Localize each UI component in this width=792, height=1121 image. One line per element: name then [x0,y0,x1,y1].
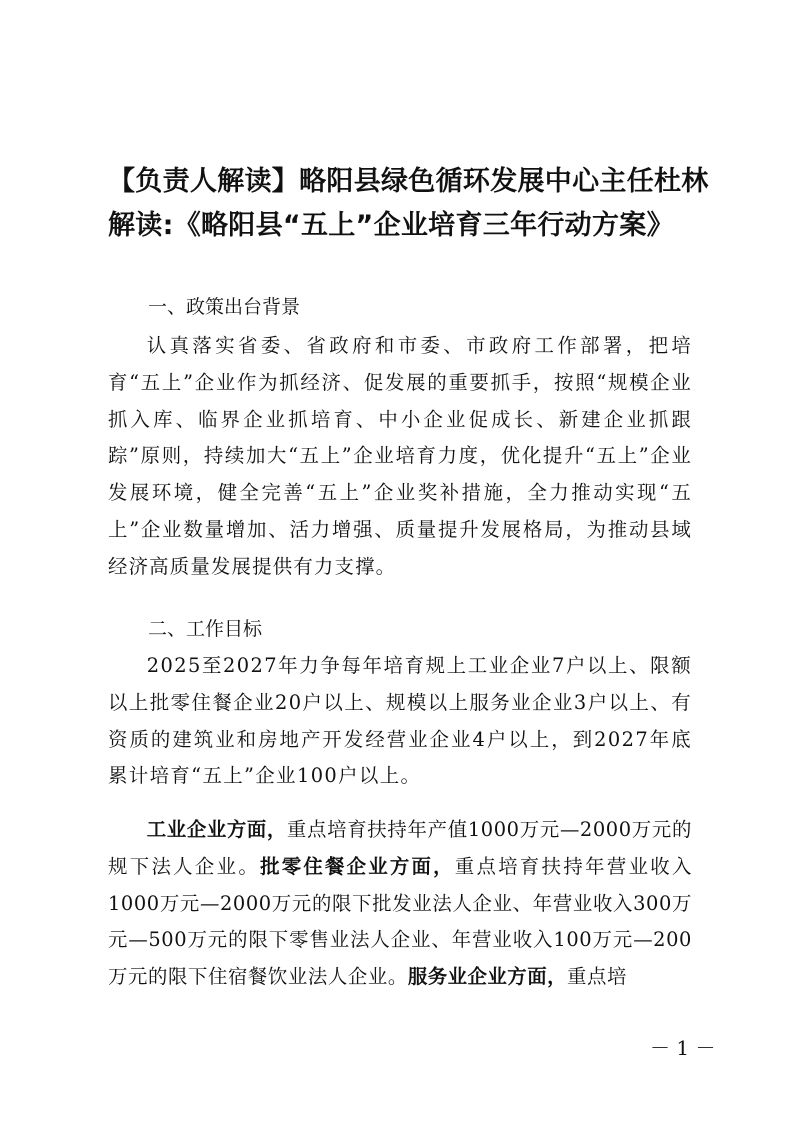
service-label: 服务业企业方面， [407,965,567,989]
retail-text: 重点培育扶持年营业收入1000万元—2000万元的限下批发业法人企业、年营业收入300万元—500万元的限下零售业法人企业、年营业收入100万元—200万元的限下住宿餐饮业法人企业。 [108,854,693,989]
section-heading-work-goals: 二、工作目标 [148,618,263,640]
document-title-line-1: 【负责人解读】略阳县绿色循环发展中心主任杜林 [108,166,709,197]
enterprise-targets-paragraph [108,812,692,996]
industry-text: 重点培育扶持年产值1000万元—2000万元的规下法人企业。 [108,818,693,878]
service-text: 重点培 [566,965,627,989]
industry-label: 工业企业方面， [146,818,287,841]
document-title-line-2: 解读:《略阳县“五上”企业培育三年行动方案》 [108,210,674,241]
section-body-policy-background: 认真落实省委、省政府和市委、市政府工作部署，把培育“五上”企业作为抓经济、促发展的重要抓手，按照“规模企业抓入库、临界企业抓培育、中小企业促成长、新建企业抓跟踪”原则，持续加大“五上”企业培育力度，优化提升“五上”企业发展环境，健全完善“五上”企业奖补措施，全力推动实现“五上”企业数量增加、活力增强、质量提升发展格局，为推动县域经济高质量发展提供有力支撑。 [108,334,692,578]
section-heading-policy-background: 一、政策出台背景 [148,296,301,318]
page-number: － 1 － [650,1036,716,1060]
section-body-work-goals: 2025至2027年力争每年培育规上工业企业7户以上、限额以上批零住餐企业20户以上、规模以上服务业企业3户以上、有资质的建筑业和房地产开发经营业企业4户以上，到2027年底累计培育“五上”企业100户以上。 [108,654,692,788]
retail-label: 批零住餐企业方面， [260,854,455,878]
